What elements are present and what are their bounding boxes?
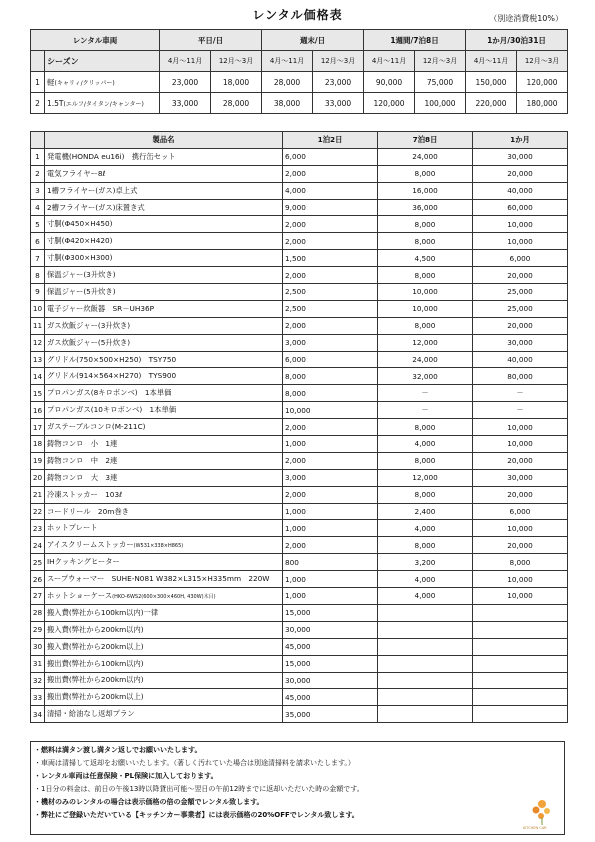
- product-row: [31, 520, 568, 537]
- season-cell: 12月～3月: [313, 51, 364, 72]
- price-7nights: 32,000: [378, 368, 473, 385]
- price-7nights: [378, 655, 473, 672]
- row-number: 1: [31, 148, 45, 165]
- product-name: アイスクリームストッカー(W531×338×H865): [45, 537, 283, 554]
- price-7nights: 12,000: [378, 469, 473, 486]
- product-name: プロパンガス(10キロボンベ) 1本単価: [45, 402, 283, 419]
- price-1month: 20,000: [473, 452, 568, 469]
- price-1night: 2,000: [283, 486, 378, 503]
- price-7nights: 8,000: [378, 267, 473, 284]
- price-7nights: 4,000: [378, 571, 473, 588]
- price-1night: 45,000: [283, 638, 378, 655]
- header-month: 1か月/30泊31日: [466, 30, 568, 51]
- price-7nights: 10,000: [378, 300, 473, 317]
- price-1month: 10,000: [473, 233, 568, 250]
- row-number: 5: [31, 216, 45, 233]
- price-7nights: 8,000: [378, 317, 473, 334]
- price-cell: 75,000: [415, 72, 466, 93]
- product-row: [31, 317, 568, 334]
- price-1night: 2,000: [283, 537, 378, 554]
- price-cell: 100,000: [415, 93, 466, 114]
- price-7nights: 3,200: [378, 554, 473, 571]
- price-7nights: 36,000: [378, 199, 473, 216]
- price-cell: 23,000: [313, 72, 364, 93]
- product-row: [31, 148, 568, 165]
- price-7nights: 4,000: [378, 588, 473, 605]
- price-1month: 8,000: [473, 554, 568, 571]
- product-row: [31, 486, 568, 503]
- price-1night: 1,000: [283, 571, 378, 588]
- price-7nights: [378, 621, 473, 638]
- price-1month: －: [473, 385, 568, 402]
- price-1month: [473, 621, 568, 638]
- product-name: ホットショーケース(HKO-6WS2(600×300×460H, 430W)木目): [45, 588, 283, 605]
- row-number: 14: [31, 368, 45, 385]
- price-1night: 3,000: [283, 469, 378, 486]
- row-number: 4: [31, 199, 45, 216]
- price-7nights: 8,000: [378, 216, 473, 233]
- season-label: シーズン: [45, 51, 160, 72]
- header-weekend: 週末/日: [262, 30, 364, 51]
- product-row: [31, 334, 568, 351]
- price-1night: 4,000: [283, 182, 378, 199]
- product-row: [31, 469, 568, 486]
- product-name: 電気フライヤー8ℓ: [45, 165, 283, 182]
- price-7nights: [378, 672, 473, 689]
- product-name: IHクッキングヒーター: [45, 554, 283, 571]
- price-1month: 20,000: [473, 317, 568, 334]
- product-name: 鋳物コンロ 大 3連: [45, 469, 283, 486]
- price-1month: [473, 672, 568, 689]
- header-weekday: 平日/日: [160, 30, 262, 51]
- price-cell: 120,000: [517, 72, 568, 93]
- product-row: [31, 604, 568, 621]
- product-row: [31, 588, 568, 605]
- product-name: ガステーブルコンロ(M-211C): [45, 419, 283, 436]
- price-1month: 10,000: [473, 419, 568, 436]
- product-name: ガス炊飯ジャー(5升炊き): [45, 334, 283, 351]
- tax-note: （別途消費税10%）: [489, 14, 563, 23]
- row-number: 16: [31, 402, 45, 419]
- header-7nights: 7泊8日: [378, 132, 473, 149]
- product-row: [31, 655, 568, 672]
- season-cell: 4月～11月: [364, 51, 415, 72]
- price-cell: 220,000: [466, 93, 517, 114]
- product-name: 寸胴(Φ450×H450): [45, 216, 283, 233]
- product-name: 清掃・給油なし返却プラン: [45, 706, 283, 723]
- price-1night: 9,000: [283, 199, 378, 216]
- price-1night: 2,000: [283, 452, 378, 469]
- product-name: 鋳物コンロ 小 1連: [45, 436, 283, 453]
- price-1night: 2,000: [283, 419, 378, 436]
- notes-box: [30, 741, 565, 835]
- price-1month: 30,000: [473, 469, 568, 486]
- price-1night: 2,000: [283, 233, 378, 250]
- product-name: 保温ジャー(5升炊き): [45, 284, 283, 301]
- row-number: 29: [31, 621, 45, 638]
- price-7nights: 8,000: [378, 419, 473, 436]
- price-1month: 20,000: [473, 537, 568, 554]
- price-7nights: 10,000: [378, 284, 473, 301]
- product-row: [31, 571, 568, 588]
- season-cell: 12月～3月: [211, 51, 262, 72]
- price-1night: 1,500: [283, 250, 378, 267]
- note-line: ・1日分の料金は、前日の午後13時以降貸出可能～翌日の午前12時までに返却いただいた時の金額です。: [34, 785, 364, 793]
- price-7nights: 8,000: [378, 165, 473, 182]
- price-7nights: [378, 604, 473, 621]
- season-row: [31, 51, 568, 72]
- note-line: ・車両は清掃して返却をお願いいたします。（著しく汚れていた場合は別途清掃料を請求いたします。）: [34, 759, 355, 767]
- row-number: 23: [31, 520, 45, 537]
- price-7nights: 16,000: [378, 182, 473, 199]
- product-name: 搬出費(弊社から200km以上): [45, 689, 283, 706]
- note-line: ・燃料は満タン渡し満タン返しでお願いいたします。: [34, 746, 202, 754]
- row-number: 12: [31, 334, 45, 351]
- season-cell: 4月～11月: [262, 51, 313, 72]
- price-1night: 2,000: [283, 317, 378, 334]
- product-name: 搬入費(弊社から200km以上): [45, 638, 283, 655]
- price-1month: 10,000: [473, 216, 568, 233]
- note-line: ・機材のみのレンタルの場合は表示価格の倍の金額でレンタル致します。: [34, 798, 264, 806]
- header-product: 製品名: [45, 132, 283, 149]
- product-row: [31, 267, 568, 284]
- price-cell: 28,000: [262, 72, 313, 93]
- logo-caption: KITCHEN CAR: [523, 826, 547, 830]
- price-1night: 1,000: [283, 436, 378, 453]
- price-1month: [473, 638, 568, 655]
- product-name: 1槽フライヤー(ガス)卓上式: [45, 182, 283, 199]
- price-1night: 45,000: [283, 689, 378, 706]
- product-row: [31, 503, 568, 520]
- price-cell: 33,000: [160, 93, 211, 114]
- price-7nights: 24,000: [378, 351, 473, 368]
- product-name: グリドル(750×500×H250) TSY750: [45, 351, 283, 368]
- season-cell: 12月～3月: [415, 51, 466, 72]
- header-week: 1週間/7泊8日: [364, 30, 466, 51]
- product-row: [31, 216, 568, 233]
- product-row: [31, 706, 568, 723]
- price-1month: 10,000: [473, 571, 568, 588]
- price-7nights: 8,000: [378, 233, 473, 250]
- price-1night: 15,000: [283, 604, 378, 621]
- price-1night: 1,000: [283, 520, 378, 537]
- row-number: 6: [31, 233, 45, 250]
- row-number: 33: [31, 689, 45, 706]
- price-1month: 20,000: [473, 267, 568, 284]
- product-name: ホットプレート: [45, 520, 283, 537]
- product-row: [31, 554, 568, 571]
- row-number: 18: [31, 436, 45, 453]
- price-7nights: 2,400: [378, 503, 473, 520]
- price-cell: 90,000: [364, 72, 415, 93]
- row-number: 19: [31, 452, 45, 469]
- price-1month: 25,000: [473, 300, 568, 317]
- row-number: 9: [31, 284, 45, 301]
- price-1night: 3,000: [283, 334, 378, 351]
- row-number: 2: [31, 165, 45, 182]
- price-cell: 23,000: [160, 72, 211, 93]
- product-row: [31, 284, 568, 301]
- price-cell: 18,000: [211, 72, 262, 93]
- price-7nights: －: [378, 402, 473, 419]
- price-1night: 15,000: [283, 655, 378, 672]
- product-row: [31, 368, 568, 385]
- product-name: 冷凍ストッカー 103ℓ: [45, 486, 283, 503]
- product-name: ガス炊飯ジャー(3升炊き): [45, 317, 283, 334]
- product-row: [31, 537, 568, 554]
- row-number: 13: [31, 351, 45, 368]
- price-1night: 2,500: [283, 284, 378, 301]
- price-1month: [473, 655, 568, 672]
- row-number: 10: [31, 300, 45, 317]
- product-row: [31, 233, 568, 250]
- price-cell: 28,000: [211, 93, 262, 114]
- price-1month: [473, 604, 568, 621]
- price-cell: 120,000: [364, 93, 415, 114]
- price-1month: －: [473, 402, 568, 419]
- price-1month: 40,000: [473, 351, 568, 368]
- price-7nights: 8,000: [378, 537, 473, 554]
- price-1month: 20,000: [473, 165, 568, 182]
- price-1night: 6,000: [283, 351, 378, 368]
- row-number: 7: [31, 250, 45, 267]
- price-1night: 30,000: [283, 672, 378, 689]
- header-vehicle: レンタル車両: [31, 30, 160, 51]
- price-1month: 80,000: [473, 368, 568, 385]
- price-1month: 60,000: [473, 199, 568, 216]
- row-number: 32: [31, 672, 45, 689]
- product-name: プロパンガス(8キロボンベ) 1本単価: [45, 385, 283, 402]
- product-table-header: [31, 132, 568, 149]
- product-name: 搬出費(弊社から100km以内): [45, 655, 283, 672]
- price-7nights: －: [378, 385, 473, 402]
- price-1night: 35,000: [283, 706, 378, 723]
- product-name: 2槽フライヤー(ガス)床置き式: [45, 199, 283, 216]
- row-number: 20: [31, 469, 45, 486]
- vehicle-table-header: [31, 30, 568, 51]
- product-row: [31, 638, 568, 655]
- product-name: 鋳物コンロ 中 2連: [45, 452, 283, 469]
- product-row: [31, 436, 568, 453]
- row-number: 25: [31, 554, 45, 571]
- product-row: [31, 452, 568, 469]
- season-cell: 4月～11月: [466, 51, 517, 72]
- product-name: 搬入費(弊社から200km以内): [45, 621, 283, 638]
- price-1night: 8,000: [283, 385, 378, 402]
- price-1night: 8,000: [283, 368, 378, 385]
- price-1night: 2,500: [283, 300, 378, 317]
- price-1month: 6,000: [473, 250, 568, 267]
- product-row: [31, 672, 568, 689]
- product-row: [31, 182, 568, 199]
- price-cell: 38,000: [262, 93, 313, 114]
- price-1night: 2,000: [283, 165, 378, 182]
- note-line: ・レンタル車両は任意保険・PL保険に加入しております。: [34, 772, 218, 780]
- price-1month: 30,000: [473, 334, 568, 351]
- price-7nights: 24,000: [378, 148, 473, 165]
- price-1night: 6,000: [283, 148, 378, 165]
- product-price-table: [30, 131, 568, 723]
- price-1night: 2,000: [283, 267, 378, 284]
- price-7nights: 8,000: [378, 452, 473, 469]
- product-row: [31, 402, 568, 419]
- price-7nights: [378, 638, 473, 655]
- price-1night: 10,000: [283, 402, 378, 419]
- row-number: 22: [31, 503, 45, 520]
- price-7nights: 4,500: [378, 250, 473, 267]
- price-1night: 1,000: [283, 588, 378, 605]
- product-name: 搬出費(弊社から200km以内): [45, 672, 283, 689]
- product-row: [31, 419, 568, 436]
- vehicle-row: [31, 72, 568, 93]
- price-1month: [473, 689, 568, 706]
- price-1month: 10,000: [473, 436, 568, 453]
- product-row: [31, 199, 568, 216]
- price-1night: 800: [283, 554, 378, 571]
- row-number: 15: [31, 385, 45, 402]
- sun-flower-logo-icon: [530, 796, 554, 826]
- row-number: 17: [31, 419, 45, 436]
- product-row: [31, 351, 568, 368]
- price-1night: 30,000: [283, 621, 378, 638]
- price-7nights: 4,000: [378, 436, 473, 453]
- row-number: 30: [31, 638, 45, 655]
- row-number: 34: [31, 706, 45, 723]
- price-1month: 30,000: [473, 148, 568, 165]
- product-row: [31, 165, 568, 182]
- product-name: 寸胴(Φ420×H420): [45, 233, 283, 250]
- vehicle-name: 軽(キャリィ/クリッパー): [45, 72, 160, 93]
- page-title: レンタル価格表: [252, 8, 343, 22]
- price-cell: 33,000: [313, 93, 364, 114]
- row-number: 21: [31, 486, 45, 503]
- price-1month: 25,000: [473, 284, 568, 301]
- product-name: 保温ジャー(3升炊き): [45, 267, 283, 284]
- price-1month: 40,000: [473, 182, 568, 199]
- row-number: 28: [31, 604, 45, 621]
- price-1night: 1,000: [283, 503, 378, 520]
- season-cell: 12月～3月: [517, 51, 568, 72]
- row-number: 3: [31, 182, 45, 199]
- vehicle-name: 1.5T(エルフ/タイタン/キャンター): [45, 93, 160, 114]
- price-1month: 10,000: [473, 520, 568, 537]
- row-number: 26: [31, 571, 45, 588]
- product-name: 寸胴(Φ300×H300): [45, 250, 283, 267]
- row-number: 27: [31, 588, 45, 605]
- product-name: 搬入費(弊社から100km以内)一律: [45, 604, 283, 621]
- product-name: スープウォーマー SUHE-N081 W382×L315×H335mm 220W: [45, 571, 283, 588]
- price-7nights: 12,000: [378, 334, 473, 351]
- product-row: [31, 385, 568, 402]
- product-name: グリドル(914×564×H270) TYS900: [45, 368, 283, 385]
- price-1month: 10,000: [473, 588, 568, 605]
- row-number: 11: [31, 317, 45, 334]
- price-1night: 2,000: [283, 216, 378, 233]
- header-1night: 1泊2日: [283, 132, 378, 149]
- vehicle-price-table: [30, 29, 568, 114]
- row-number: 1: [31, 72, 45, 93]
- product-name: 電子ジャー炊飯器 SR－UH36P: [45, 300, 283, 317]
- price-1month: [473, 706, 568, 723]
- header-1month: 1か月: [473, 132, 568, 149]
- season-cell: 4月～11月: [160, 51, 211, 72]
- row-number: 8: [31, 267, 45, 284]
- product-name: 発電機(HONDA eu16i) 携行缶セット: [45, 148, 283, 165]
- vehicle-row: [31, 93, 568, 114]
- product-name: コードリール 20m巻き: [45, 503, 283, 520]
- row-number: 2: [31, 93, 45, 114]
- price-7nights: [378, 706, 473, 723]
- product-row: [31, 300, 568, 317]
- price-1month: 6,000: [473, 503, 568, 520]
- price-7nights: 8,000: [378, 486, 473, 503]
- product-row: [31, 689, 568, 706]
- price-1month: 20,000: [473, 486, 568, 503]
- product-row: [31, 250, 568, 267]
- product-row: [31, 621, 568, 638]
- price-7nights: 4,000: [378, 520, 473, 537]
- price-cell: 150,000: [466, 72, 517, 93]
- note-line: ・弊社にご登録いただいている【キッチンカー事業者】には表示価格の20%OFFでレンタル致します。: [34, 811, 359, 819]
- row-number: 24: [31, 537, 45, 554]
- price-cell: 180,000: [517, 93, 568, 114]
- row-number: 31: [31, 655, 45, 672]
- price-7nights: [378, 689, 473, 706]
